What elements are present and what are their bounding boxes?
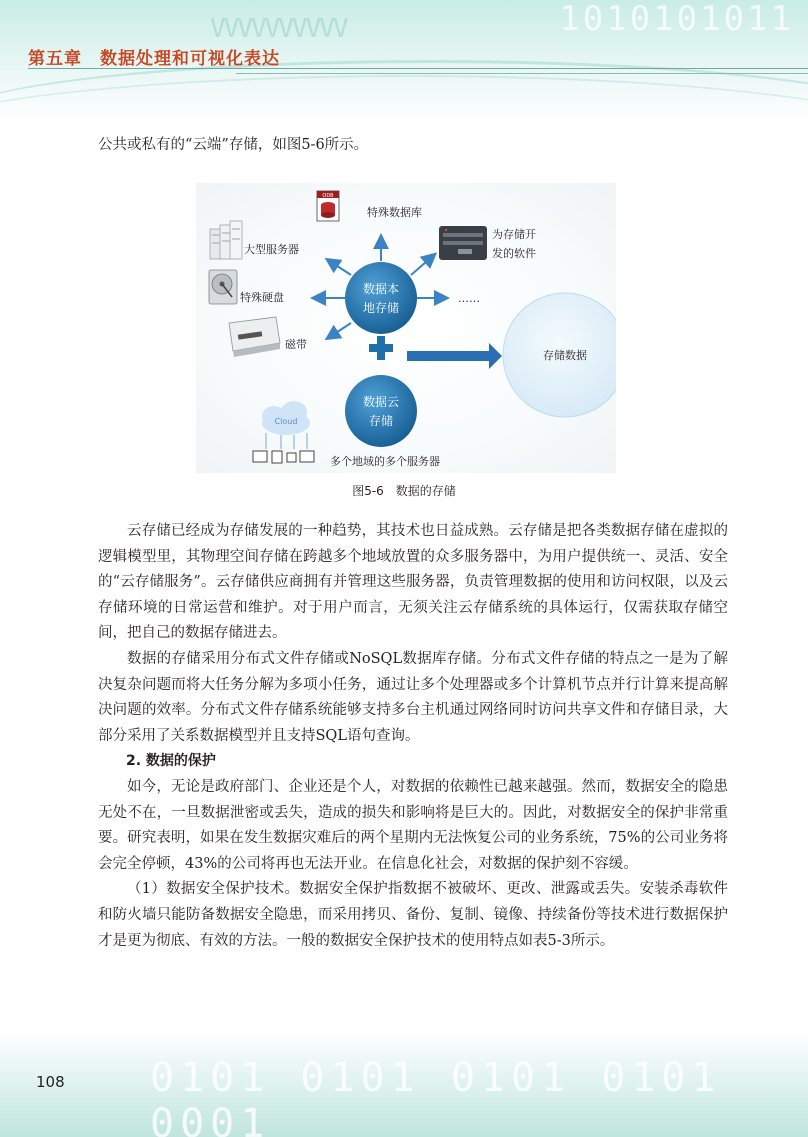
svg-text:数据云: 数据云 <box>362 395 400 409</box>
multi-server-label: 多个地域的多个服务器 <box>330 455 440 468</box>
page-footer <box>0 1030 808 1137</box>
database-icon <box>317 191 339 221</box>
svg-text:Cloud: Cloud <box>274 417 298 426</box>
page-number: 108 <box>36 1073 65 1091</box>
section-heading-data-protection: 2. 数据的保护 <box>126 753 216 770</box>
figure-data-storage <box>196 183 616 473</box>
tape-label: 磁带 <box>285 338 307 351</box>
target-label: 存储数据 <box>543 349 587 362</box>
header-zigzag-decoration: VVVVVVVVVV <box>210 14 347 44</box>
cloud-devices-icon <box>253 401 314 463</box>
footer-binary-decoration: 0101 0101 0101 0101 0001 <box>150 1055 722 1137</box>
dev-software-label-2: 发的软件 <box>492 247 536 260</box>
special-db-label: 特殊数据库 <box>367 206 422 219</box>
arrow-up-left <box>328 260 351 275</box>
paragraph-cloud-storage: 云存储已经成为存储发展的一种趋势，其技术也日益成熟。云存储是把各类数据存储在虚拟的逻辑模型里，其物理空间存储在跨越多个地域放置的众多服务器中，为用户提供统一、灵活、安全的“云存储服务”。云存储供应商拥有并管理这些服务器，负责管理数据的使用和访问权限，以及云存储环境的日常运营和维护。对于用户而言，无须关注云存储系统的具体运行，仅需获取存储空间，把自己的数据存储进去。 <box>98 523 728 642</box>
server-rack-icon <box>210 221 242 259</box>
tape-drive-icon <box>229 317 280 357</box>
server-label: 大型服务器 <box>244 243 299 256</box>
paragraph-distributed-storage: 数据的存储采用分布式文件存储或NoSQL数据库存储。分布式文件存储的特点之一是为了解决复杂问题而将大任务分解为多项小任务，通过让多个处理器或多个计算机节点并行计算来提高解决问题的效率。分布式文件存储系统能够支持多台主机通过网络同时访问共享文件和存储目录，大部分采用了关系数据模型并且支持SQL语句查询。 <box>98 650 728 744</box>
figure-caption: 图5-6 数据的存储 <box>352 484 456 498</box>
body-text <box>98 519 728 954</box>
svg-text:地存储: 地存储 <box>362 301 400 315</box>
plus-icon <box>377 336 385 360</box>
ellipsis-label: …… <box>458 292 480 305</box>
svg-text:存储: 存储 <box>368 414 394 428</box>
lead-paragraph: 公共或私有的“云端”存储，如图5-6所示。 <box>98 137 369 153</box>
storage-diagram <box>196 183 616 473</box>
chapter-title: 第五章 数据处理和可视化表达 <box>28 49 280 69</box>
chapter-rule <box>236 73 808 74</box>
main-arrow-shaft <box>407 351 492 361</box>
hard-disk-icon <box>209 270 237 304</box>
arrow-up-right <box>411 255 434 275</box>
main-arrow-head <box>489 343 502 369</box>
svg-text:数据本: 数据本 <box>362 282 400 296</box>
header-binary-decoration: 1010101011 <box>559 0 794 39</box>
software-window-icon <box>439 226 487 260</box>
arrow-down-left <box>328 323 351 338</box>
dev-software-label-1: 为存储开 <box>492 228 536 241</box>
svg-text:ODB: ODB <box>322 193 334 199</box>
special-disk-label: 特殊硬盘 <box>240 291 284 304</box>
paragraph-protection-techniques: （1）数据安全保护技术。数据安全保护指数据不被破坏、更改、泄露或丢失。安装杀毒软件和防火墙只能防备数据安全隐患，而采用拷贝、备份、复制、镜像、持续备份等技术进行数据保护才是更为彻底、有效的方法。一般的数据安全保护技术的使用特点如表5-3所示。 <box>98 881 728 949</box>
local-storage-circle <box>345 262 417 334</box>
cloud-storage-circle <box>345 375 417 447</box>
paragraph-data-dependence: 如今，无论是政府部门、企业还是个人，对数据的依赖性已越来越强。然而，数据安全的隐患无处不在，一旦数据泄密或丢失，造成的损失和影响将是巨大的。因此，对数据安全的保护非常重要。研究表明，如果在发生数据灾难后的两个星期内无法恢复公司的业务系统，75%的公司业务将会完全停顿，43%的公司将再也无法开业。在信息化社会，对数据的保护刻不容缓。 <box>98 778 728 872</box>
chapter-rule <box>28 68 808 69</box>
